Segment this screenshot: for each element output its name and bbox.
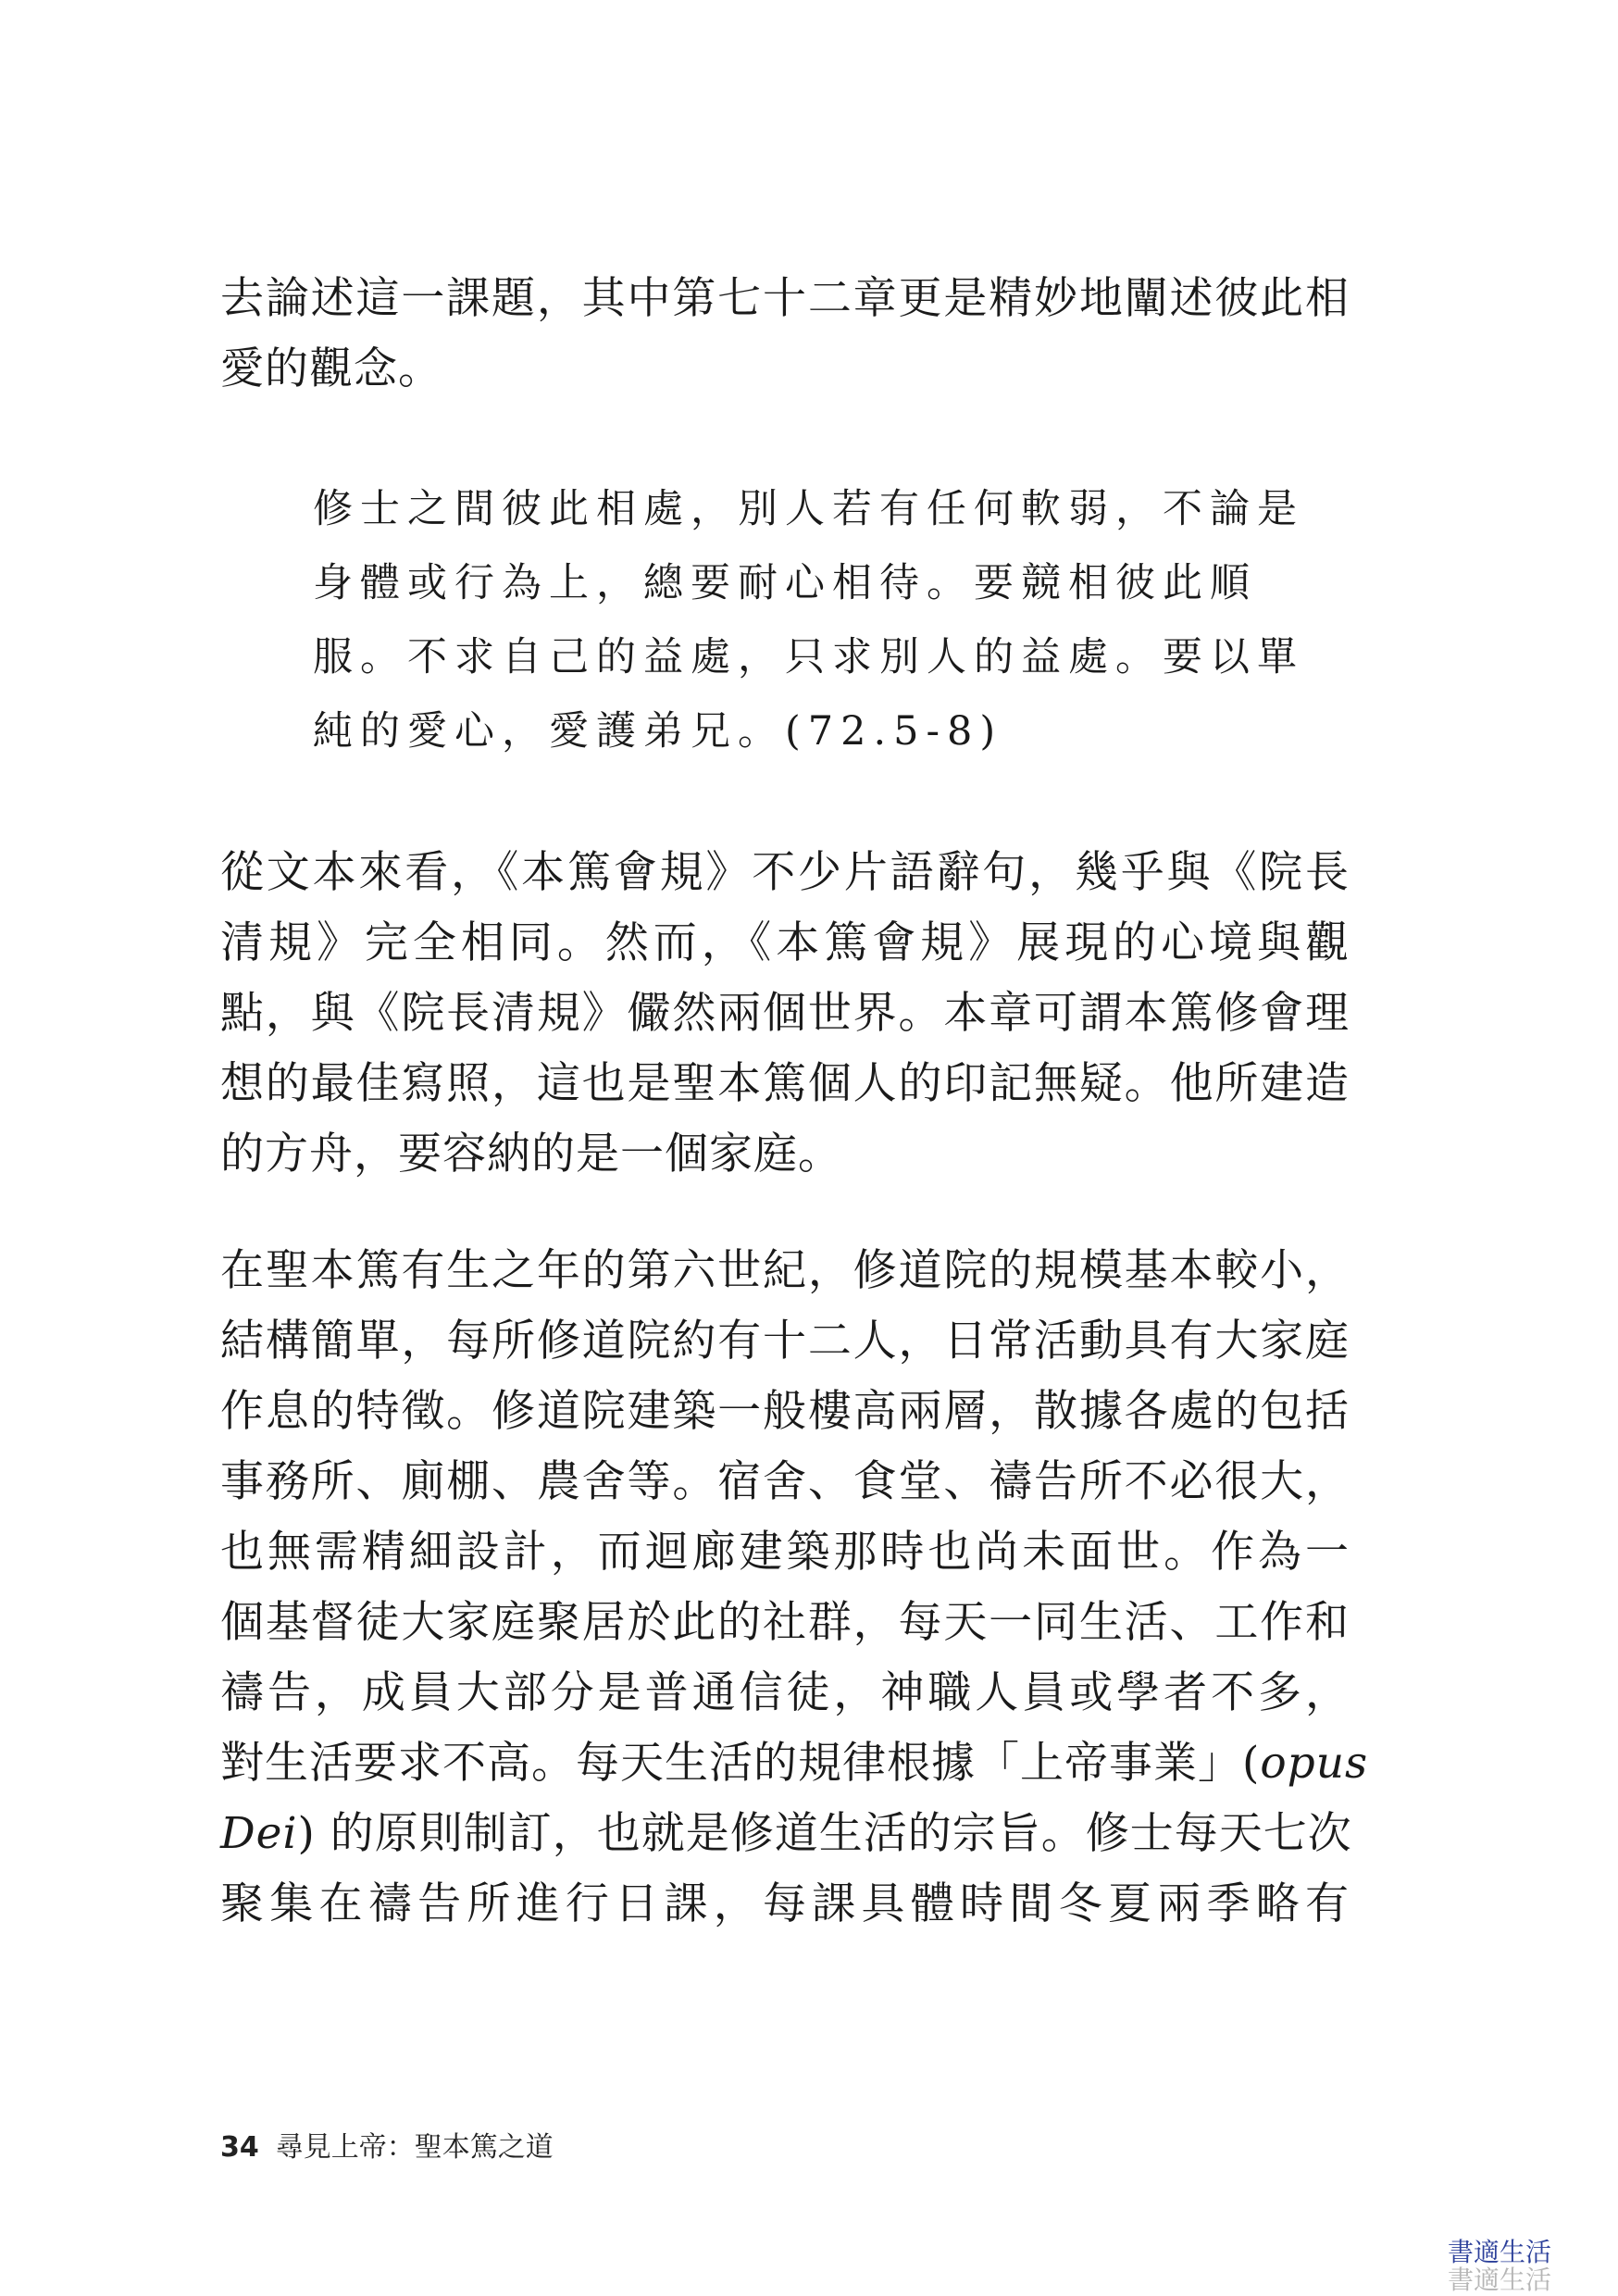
text-segment: 對生活要求不高。每天生活的規律根據「上帝事業」( [220, 1738, 1261, 1789]
text-line: 的方舟，要容納的是一個家庭。 [220, 1129, 842, 1179]
text-line: 點，與《院長清規》儼然兩個世界。本章可謂本篤修會理 [220, 988, 1350, 1039]
text-line: 結構簡單，每所修道院約有十二人，日常活動具有大家庭 [220, 1316, 1350, 1366]
text-line: 在聖本篤有生之年的第六世紀，修道院的規模基本較小， [220, 1245, 1350, 1296]
watermark-text-shadow: 書適生活 [1448, 2265, 1552, 2295]
block-quote [313, 472, 1304, 768]
quote-line: 純的愛心，愛護弟兄。(72.5-8) [313, 708, 1003, 755]
text-line: 作息的特徵。修道院建築一般樓高兩層，散據各處的包括 [220, 1386, 1350, 1437]
text-segment: ) 的原則制訂，也就是修道生活的宗旨。修士每天七次 [297, 1808, 1352, 1859]
quote-line: 服。不求自己的益處，只求別人的益處。要以單 [313, 634, 1304, 680]
text-line: 愛的觀念。 [220, 343, 442, 394]
text-line: 從文本來看，《本篤會規》不少片語辭句，幾乎與《院長 [220, 847, 1350, 898]
text-line: 禱告，成員大部分是普通信徒，神職人員或學者不多， [220, 1667, 1350, 1718]
watermark-text: 書適生活 [1448, 2237, 1552, 2267]
paragraph-1 [220, 264, 1350, 405]
text-line [220, 1728, 1369, 1799]
text-line: 去論述這一課題，其中第七十二章更是精妙地闡述彼此相 [220, 273, 1350, 324]
paragraph-3 [220, 1236, 1369, 1940]
paragraph-2 [220, 838, 1350, 1190]
latin-term: opus [1260, 1738, 1369, 1789]
publisher-watermark [1448, 2239, 1551, 2294]
page-number: 34 [220, 2131, 259, 2164]
quote-line: 修士之間彼此相處，別人若有任何軟弱，不論是 [313, 486, 1304, 532]
text-line: 聚集在禱告所進行日課，每課具體時間冬夏兩季略有 [220, 1878, 1350, 1929]
text-line: 事務所、廁棚、農舍等。宿舍、食堂、禱告所不必很大， [220, 1456, 1350, 1507]
text-line: 個基督徒大家庭聚居於此的社群，每天一同生活、工作和 [220, 1597, 1350, 1648]
latin-term: Dei [220, 1808, 298, 1859]
page-footer [220, 2129, 554, 2166]
book-title: 尋見上帝：聖本篤之道 [275, 2131, 554, 2164]
text-line: 也無需精細設計，而迴廊建築那時也尚未面世。作為一 [220, 1527, 1350, 1578]
text-line: 清規》完全相同。然而，《本篤會規》展現的心境與觀 [220, 917, 1350, 968]
text-line [220, 1799, 1350, 1869]
text-line: 想的最佳寫照，這也是聖本篤個人的印記無疑。他所建造 [220, 1058, 1350, 1109]
quote-line: 身體或行為上，總要耐心相待。要競相彼此順 [313, 560, 1257, 606]
